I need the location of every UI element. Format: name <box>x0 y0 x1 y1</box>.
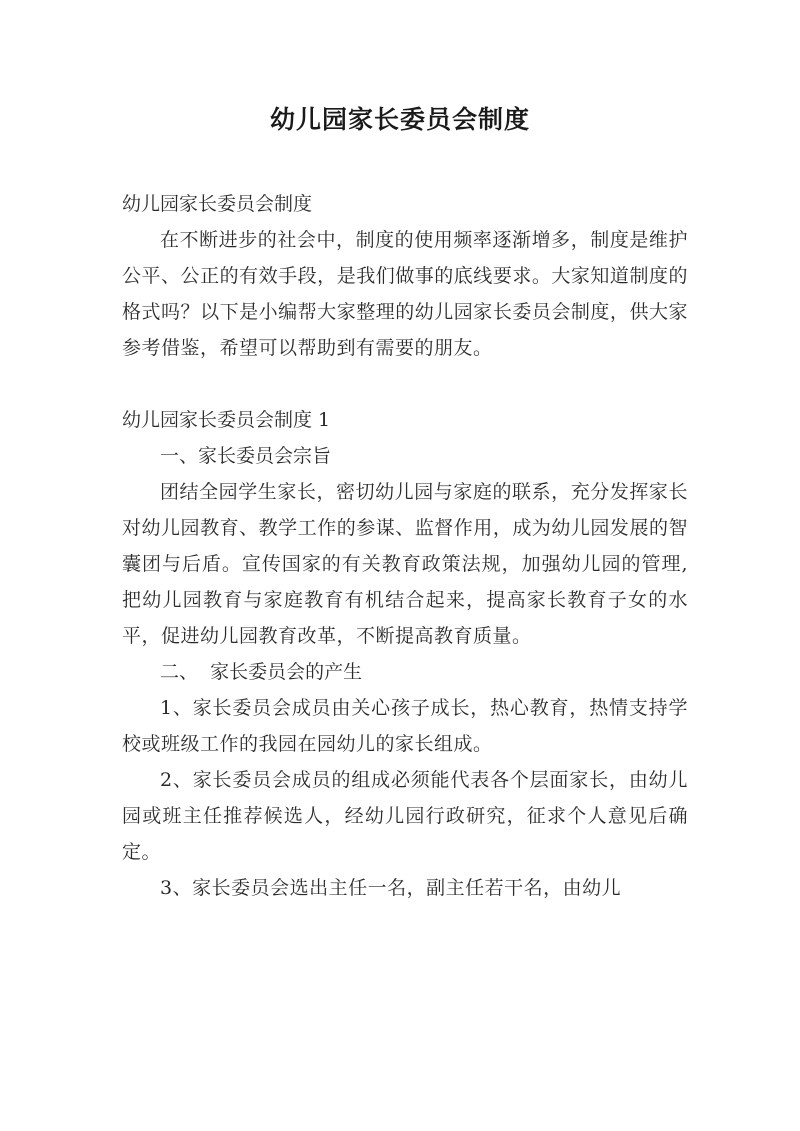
intro-heading: 幼儿园家长委员会制度 <box>122 193 313 215</box>
paragraph-gap <box>122 366 688 402</box>
part2-heading: 二、 家长委员会的产生 <box>160 661 363 683</box>
document-body <box>122 186 688 906</box>
list-item-3: 3、家长委员会选出主任一名，副主任若干名，由幼儿 <box>160 877 622 899</box>
intro-paragraph: 在不断进步的社会中，制度的使用频率逐渐增多，制度是维护公平、公正的有效手段，是我们做事的底线要求。大家知道制度的格式吗？以下是小编帮大家整理的幼儿园家长委员会制度，供大家参考借鉴，希望可以帮助到有需要的朋友。 <box>122 229 688 359</box>
section1-heading: 幼儿园家长委员会制度 1 <box>122 409 331 431</box>
part1-heading: 一、家长委员会宗旨 <box>160 445 332 467</box>
list-item-2: 2、家长委员会成员的组成必须能代表各个层面家长，由幼儿园或班主任推荐候选人，经幼儿园行政研究，征求个人意见后确定。 <box>122 769 688 863</box>
list-item-1: 1、家长委员会成员由关心孩子成长，热心教育，热情支持学校或班级工作的我园在园幼儿的家长组成。 <box>122 697 688 755</box>
part1-paragraph: 团结全园学生家长，密切幼儿园与家庭的联系，充分发挥家长对幼儿园教育、教学工作的参谋、监督作用，成为幼儿园发展的智囊团与后盾。宣传国家的有关教育政策法规，加强幼儿园的管理,把幼儿园教育与家庭教育有机结合起来，提高家长教育子女的水平，促进幼儿园教育改革，不断提高教育质量。 <box>122 481 688 647</box>
document-title: 幼儿园家长委员会制度 <box>269 105 530 134</box>
